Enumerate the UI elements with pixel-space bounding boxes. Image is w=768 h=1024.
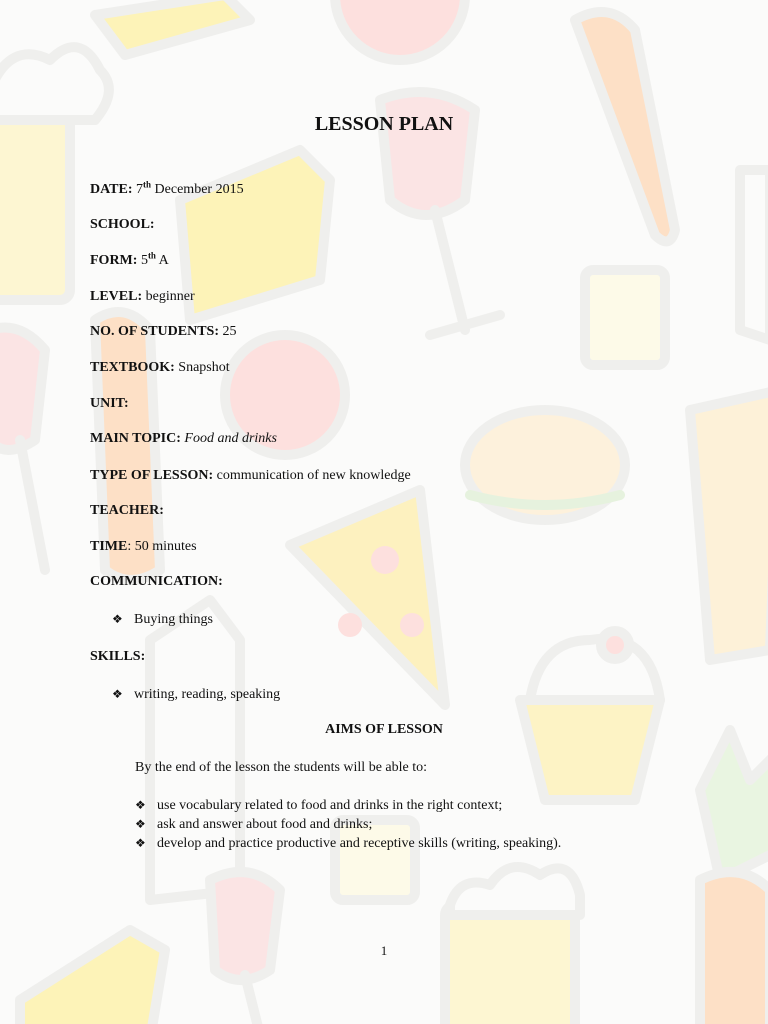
communication-item: Buying things (134, 612, 213, 627)
aims-item-1: use vocabulary related to food and drinks in the right context; (157, 798, 503, 813)
date-rest: December 2015 (151, 182, 244, 197)
students-value: 25 (222, 324, 237, 339)
unit-label: UNIT: (90, 396, 129, 411)
list-item (112, 685, 280, 704)
form-field (90, 252, 169, 270)
main-topic-label: MAIN TOPIC: (90, 431, 181, 446)
diamond-bullet-icon: ❖ (112, 687, 123, 701)
diamond-bullet-icon: ❖ (135, 836, 146, 850)
school-field (90, 216, 155, 234)
page-number: 1 (380, 943, 388, 958)
lesson-type-label: TYPE OF LESSON: (90, 468, 214, 483)
form-label: FORM: (90, 253, 138, 268)
students-field (90, 323, 237, 341)
time-value: 50 minutes (134, 539, 197, 554)
diamond-bullet-icon: ❖ (112, 612, 123, 626)
communication-field (90, 573, 223, 591)
textbook-field (90, 359, 230, 377)
school-label: SCHOOL: (90, 217, 155, 232)
form-number: 5 (140, 253, 148, 268)
skills-label: SKILLS: (90, 649, 146, 664)
form-suffix: th (147, 250, 156, 261)
skills-field (90, 648, 145, 666)
lesson-type-value: communication of new knowledge (216, 468, 411, 483)
aims-item-2: ask and answer about food and drinks; (157, 817, 373, 832)
page-title: LESSON PLAN (314, 113, 454, 135)
students-label: NO. OF STUDENTS: (90, 324, 220, 339)
level-label: LEVEL: (90, 289, 143, 304)
teacher-field (90, 502, 164, 520)
level-value: beginner (145, 289, 195, 304)
date-label: DATE: (90, 182, 133, 197)
aims-intro: By the end of the lesson the students will be able to: (135, 760, 428, 775)
list-item (135, 815, 372, 834)
form-rest: A (155, 253, 169, 268)
list-item (112, 610, 213, 629)
level-field (90, 288, 195, 306)
diamond-bullet-icon: ❖ (135, 817, 146, 831)
time-label: TIME (90, 539, 128, 554)
date-suffix: th (143, 179, 152, 190)
lesson-type-field (90, 467, 411, 485)
main-topic-value: Food and drinks (184, 431, 277, 446)
main-topic-field (90, 430, 277, 448)
list-item (135, 796, 502, 815)
aims-item-3: develop and practice productive and receptive skills (writing, speaking). (157, 836, 562, 851)
aims-heading: AIMS OF LESSON (325, 722, 443, 737)
skills-item: writing, reading, speaking (134, 687, 281, 702)
date-day: 7 (136, 182, 144, 197)
diamond-bullet-icon: ❖ (135, 798, 146, 812)
time-field (90, 538, 197, 556)
unit-field (90, 395, 129, 413)
communication-label: COMMUNICATION: (90, 574, 223, 589)
date-field (90, 181, 244, 199)
time-colon: : (127, 539, 132, 554)
teacher-label: TEACHER: (90, 503, 164, 518)
textbook-value: Snapshot (178, 360, 230, 375)
list-item (135, 834, 561, 853)
textbook-label: TEXTBOOK: (90, 360, 175, 375)
